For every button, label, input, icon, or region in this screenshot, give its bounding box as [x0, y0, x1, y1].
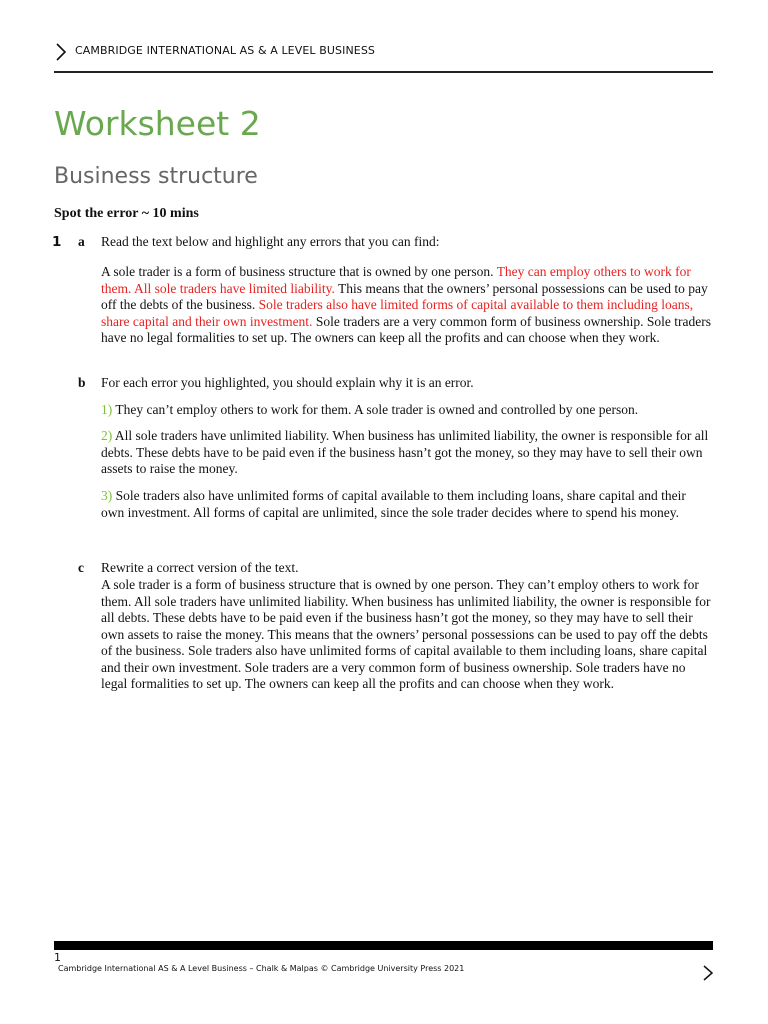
footer-copyright: Cambridge International AS & A Level Business – Chalk & Malpas © Cambridge University Press 2021 — [58, 964, 465, 973]
answer-text: They can’t employ others to work for them. A sole trader is owned and controlled by one person. — [112, 402, 639, 417]
part-b-instruction: For each error you highlighted, you should explain why it is an error. — [101, 375, 474, 390]
answer-number: 3) — [101, 488, 113, 503]
passage-segment: This means that the owners’ personal possessions can be used to pay off the debts of the business. — [101, 280, 708, 312]
page-title: Worksheet 2 — [54, 104, 261, 143]
part-b-letter: b — [78, 375, 86, 390]
answer-item — [101, 428, 711, 478]
chevron-right-icon — [54, 42, 68, 62]
error-highlight: Sole traders also have limited forms of capital available to them including loans, share capital and their own investment. — [101, 297, 694, 329]
task-heading: Spot the error ~ 10 mins — [54, 206, 199, 221]
answer-text: Sole traders also have unlimited forms of capital available to them including loans, share capital and their own investment. All forms of capital are unlimited, since the sole trader decides where to spend his money. — [101, 488, 686, 520]
part-c-letter: c — [78, 560, 84, 575]
part-a-instruction: Read the text below and highlight any errors that you can find: — [101, 234, 440, 249]
running-header: CAMBRIDGE INTERNATIONAL AS & A LEVEL BUSINESS — [75, 44, 376, 57]
answer-number: 2) — [101, 428, 113, 443]
answer-item — [101, 402, 714, 419]
part-c-instruction: Rewrite a correct version of the text. — [101, 560, 299, 575]
passage-segment: Sole traders are a very common form of business ownership. Sole traders have no legal formalities to set up. The owners can keep all the profits and can choose when they work. — [101, 313, 711, 345]
chevron-right-icon[interactable] — [702, 964, 714, 982]
answer-number: 1) — [101, 402, 113, 417]
question-number: 1 — [52, 234, 62, 250]
part-a-letter: a — [78, 234, 85, 249]
page-subtitle: Business structure — [54, 164, 258, 189]
footer-bar — [54, 941, 713, 950]
header-divider — [54, 71, 713, 73]
error-highlight: They can employ others to work for them. All sole traders have limited liability. — [101, 264, 691, 296]
page-number: 1 — [54, 951, 61, 964]
part-a-passage — [101, 264, 711, 347]
passage-segment: A sole trader is a form of business structure that is owned by one person. — [101, 264, 497, 279]
part-c-passage: A sole trader is a form of business structure that is owned by one person. They can’t employ others to work for them. All sole traders have unlimited liability. When business has unlimited liability, the owner is responsible for all debts. These debts have to be paid even if the business hasn’t got the money, so they may have to sell their own assets to raise the money. This means that the owners’ personal possessions can be used to pay off the debts of the business. Sole traders also have unlimited forms of capital available to them including loans, share capital and their own investment. Sole traders are a very common form of business ownership. Sole traders have no legal formalities to set up. The owners can keep all the profits and can choose when they work. — [101, 577, 711, 691]
answer-text: All sole traders have unlimited liability. When business has unlimited liability, the owner is responsible for all debts. These debts have to be paid even if the business hasn’t got the money, so they may have to sell their own assets to raise the money. — [101, 428, 709, 476]
answer-item — [101, 488, 701, 521]
